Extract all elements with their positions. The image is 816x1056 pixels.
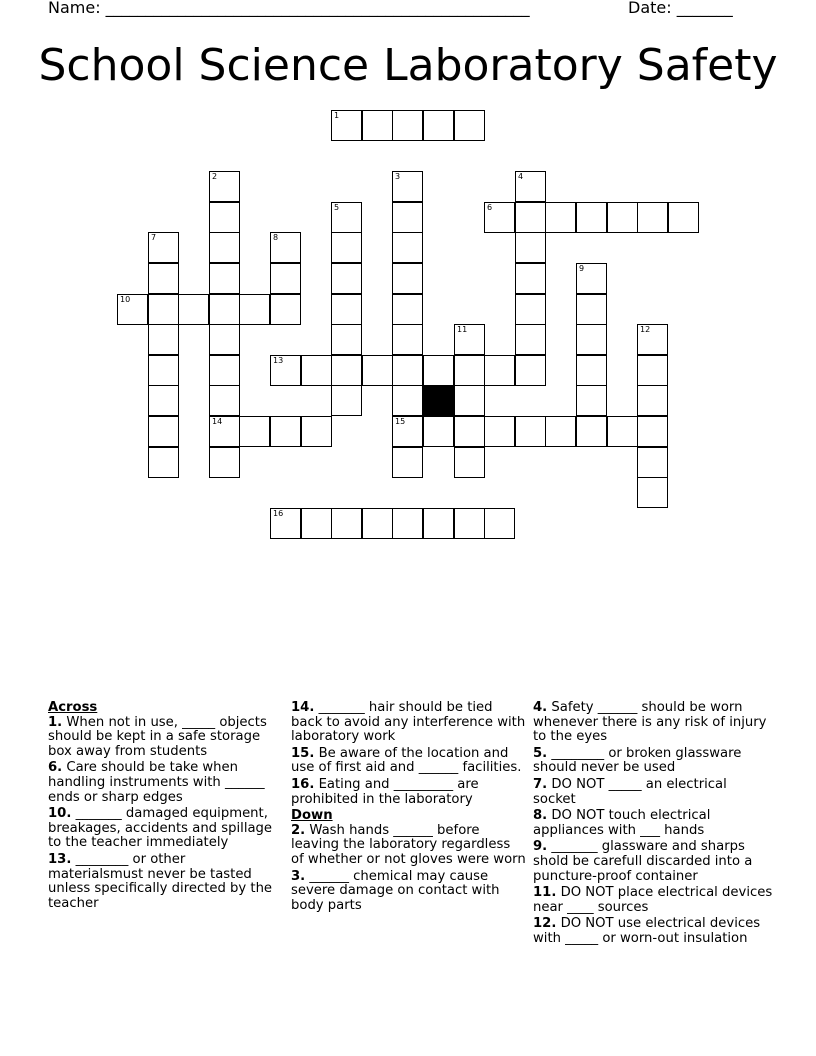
grid-cell[interactable] xyxy=(607,202,638,233)
grid-cell[interactable] xyxy=(148,294,179,325)
grid-cell[interactable] xyxy=(270,508,301,539)
grid-cell[interactable] xyxy=(148,416,179,447)
date-field-label: Date: _______ xyxy=(628,0,733,17)
grid-cell[interactable] xyxy=(637,447,668,478)
clue-across-13 xyxy=(48,853,283,911)
clue-number: 13. xyxy=(48,851,72,867)
grid-cell[interactable] xyxy=(148,385,179,416)
grid-cell[interactable] xyxy=(392,171,423,202)
grid-cell[interactable] xyxy=(484,508,515,539)
clue-number: 2. xyxy=(291,822,306,838)
grid-cell[interactable] xyxy=(331,263,362,294)
grid-cell[interactable] xyxy=(423,416,454,447)
clue-text: ________ or other materialsmust never be tasted unless specifically directed by the teacher xyxy=(48,851,273,911)
grid-cell[interactable] xyxy=(239,294,270,325)
grid-cell[interactable] xyxy=(576,416,607,447)
grid-cell[interactable] xyxy=(392,416,423,447)
grid-cell[interactable] xyxy=(576,263,607,294)
grid-cell[interactable] xyxy=(392,110,423,141)
cell-number: 15 xyxy=(395,417,406,426)
grid-cell[interactable] xyxy=(148,447,179,478)
clue-down-2 xyxy=(291,824,526,868)
grid-cell[interactable] xyxy=(545,416,576,447)
grid-cell[interactable] xyxy=(362,110,393,141)
grid-cell[interactable] xyxy=(331,202,362,233)
grid-cell[interactable] xyxy=(301,416,332,447)
clue-text: Eating and _________ are prohibited in the laboratory xyxy=(291,776,479,807)
clue-number: 11. xyxy=(533,885,557,901)
grid-cell[interactable] xyxy=(484,202,515,233)
grid-cell[interactable] xyxy=(209,263,240,294)
clue-across-15 xyxy=(291,747,526,776)
clue-number: 8. xyxy=(533,808,548,824)
grid-cell[interactable] xyxy=(515,355,546,386)
grid-cell[interactable] xyxy=(392,385,423,416)
grid-cell[interactable] xyxy=(392,355,423,386)
clue-number: 5. xyxy=(533,745,548,761)
clue-number: 1. xyxy=(48,714,63,730)
clue-text: Safety ______ should be worn whenever there is any risk of injury to the eyes xyxy=(533,700,767,745)
grid-cell[interactable] xyxy=(423,110,454,141)
across-heading: Across xyxy=(48,700,98,715)
grid-cell[interactable] xyxy=(637,477,668,508)
grid-cell[interactable] xyxy=(392,324,423,355)
clue-number: 10. xyxy=(48,806,72,822)
clue-text: Wash hands ______ before leaving the laboratory regardless of whether or not gloves were worn xyxy=(291,822,526,867)
clue-text: When not in use, _____ objects should be kept in a safe storage box away from students xyxy=(48,714,267,759)
cell-number: 2 xyxy=(212,172,218,181)
grid-cell[interactable] xyxy=(515,416,546,447)
grid-cell[interactable] xyxy=(515,294,546,325)
grid-cell[interactable] xyxy=(270,355,301,386)
grid-cell[interactable] xyxy=(270,416,301,447)
clue-number: 15. xyxy=(291,745,315,761)
grid-cell[interactable] xyxy=(515,171,546,202)
grid-cell[interactable] xyxy=(209,232,240,263)
clue-number: 7. xyxy=(533,776,548,792)
grid-cell[interactable] xyxy=(148,355,179,386)
clue-across-16 xyxy=(291,778,526,807)
clue-number: 9. xyxy=(533,839,548,855)
grid-black-cell xyxy=(423,385,454,416)
grid-cell[interactable] xyxy=(331,110,362,141)
grid-cell[interactable] xyxy=(545,202,576,233)
grid-cell[interactable] xyxy=(668,202,699,233)
cell-number: 6 xyxy=(487,203,493,212)
grid-cell[interactable] xyxy=(637,202,668,233)
grid-cell[interactable] xyxy=(637,355,668,386)
grid-cell[interactable] xyxy=(362,508,393,539)
grid-cell[interactable] xyxy=(576,202,607,233)
cell-number: 13 xyxy=(273,356,284,365)
clue-text: DO NOT touch electrical appliances with ___ hands xyxy=(533,808,711,838)
grid-cell[interactable] xyxy=(392,508,423,539)
clue-number: 6. xyxy=(48,760,63,776)
cell-number: 4 xyxy=(518,172,524,181)
name-field-label: Name: _____________________________________________________ xyxy=(48,0,530,17)
clue-text: DO NOT use electrical devices with _____ or worn-out insulation xyxy=(533,916,761,946)
clue-number: 14. xyxy=(291,700,315,715)
grid-cell[interactable] xyxy=(484,416,515,447)
grid-cell[interactable] xyxy=(454,110,485,141)
clue-down-9 xyxy=(533,840,773,884)
grid-cell[interactable] xyxy=(209,447,240,478)
grid-cell[interactable] xyxy=(637,324,668,355)
grid-cell[interactable] xyxy=(362,355,393,386)
clue-text: DO NOT place electrical devices near ____ sources xyxy=(533,885,773,915)
grid-cell[interactable] xyxy=(637,385,668,416)
cell-number: 16 xyxy=(273,509,284,518)
grid-cell[interactable] xyxy=(392,232,423,263)
grid-cell[interactable] xyxy=(423,508,454,539)
grid-cell[interactable] xyxy=(209,171,240,202)
clue-down-3 xyxy=(291,870,526,914)
clue-down-12 xyxy=(533,917,773,946)
grid-cell[interactable] xyxy=(515,263,546,294)
clue-down-4 xyxy=(533,701,773,745)
grid-cell[interactable] xyxy=(576,294,607,325)
clue-down-5 xyxy=(533,747,773,776)
clue-number: 4. xyxy=(533,700,548,715)
grid-cell[interactable] xyxy=(331,508,362,539)
clue-across-10 xyxy=(48,807,283,851)
clue-across-1 xyxy=(48,716,283,760)
cell-number: 1 xyxy=(334,111,340,120)
cell-number: 9 xyxy=(579,264,585,273)
grid-cell[interactable] xyxy=(209,385,240,416)
grid-cell[interactable] xyxy=(148,324,179,355)
clue-text: _______ hair should be tied back to avoid any interference with laboratory work xyxy=(291,700,526,745)
cell-number: 3 xyxy=(395,172,401,181)
grid-cell[interactable] xyxy=(148,232,179,263)
grid-cell[interactable] xyxy=(270,232,301,263)
grid-cell[interactable] xyxy=(515,324,546,355)
grid-cell[interactable] xyxy=(392,294,423,325)
grid-cell[interactable] xyxy=(331,355,362,386)
cell-number: 7 xyxy=(151,233,157,242)
grid-cell[interactable] xyxy=(331,324,362,355)
grid-cell[interactable] xyxy=(331,385,362,416)
clue-text: ______ chemical may cause severe damage on contact with body parts xyxy=(291,868,500,913)
grid-cell[interactable] xyxy=(209,355,240,386)
grid-cell[interactable] xyxy=(454,416,485,447)
clues-column-1 xyxy=(48,701,283,913)
grid-cell[interactable] xyxy=(270,294,301,325)
grid-cell[interactable] xyxy=(637,416,668,447)
grid-cell[interactable] xyxy=(392,263,423,294)
grid-cell[interactable] xyxy=(576,385,607,416)
cell-number: 8 xyxy=(273,233,279,242)
grid-cell[interactable] xyxy=(423,355,454,386)
grid-cell[interactable] xyxy=(576,355,607,386)
cell-number: 10 xyxy=(120,295,131,304)
clue-text: Be aware of the location and use of first aid and ______ facilities. xyxy=(291,745,522,776)
grid-cell[interactable] xyxy=(331,294,362,325)
grid-cell[interactable] xyxy=(209,202,240,233)
grid-cell[interactable] xyxy=(331,232,362,263)
clue-number: 16. xyxy=(291,776,315,792)
clue-text: Care should be take when handling instruments with ______ ends or sharp edges xyxy=(48,760,265,805)
grid-cell[interactable] xyxy=(484,355,515,386)
grid-cell[interactable] xyxy=(576,324,607,355)
grid-cell[interactable] xyxy=(239,416,270,447)
clue-number: 3. xyxy=(291,868,306,884)
clue-text: _______ damaged equipment, breakages, accidents and spillage to the teacher immediately xyxy=(48,806,273,851)
grid-cell[interactable] xyxy=(454,355,485,386)
cell-number: 14 xyxy=(212,417,223,426)
grid-cell[interactable] xyxy=(515,232,546,263)
clue-text: _______ glassware and sharps shold be carefull discarded into a puncture-proof container xyxy=(533,839,753,884)
grid-cell[interactable] xyxy=(392,447,423,478)
grid-cell[interactable] xyxy=(454,447,485,478)
cell-number: 12 xyxy=(640,325,651,334)
grid-cell[interactable] xyxy=(607,416,638,447)
grid-cell[interactable] xyxy=(515,202,546,233)
clue-down-11 xyxy=(533,886,773,915)
grid-cell[interactable] xyxy=(301,508,332,539)
grid-cell[interactable] xyxy=(209,416,240,447)
grid-cell[interactable] xyxy=(454,508,485,539)
clue-down-8 xyxy=(533,809,773,838)
clue-text: ________ or broken glassware should never be used xyxy=(533,745,742,776)
clue-number: 12. xyxy=(533,916,557,932)
grid-cell[interactable] xyxy=(454,324,485,355)
grid-cell[interactable] xyxy=(392,202,423,233)
grid-cell[interactable] xyxy=(148,263,179,294)
grid-cell[interactable] xyxy=(270,263,301,294)
grid-cell[interactable] xyxy=(301,355,332,386)
down-heading: Down xyxy=(291,808,333,824)
cell-number: 11 xyxy=(457,325,468,334)
clue-across-6 xyxy=(48,761,283,805)
grid-cell[interactable] xyxy=(454,385,485,416)
grid-cell[interactable] xyxy=(178,294,209,325)
page-title: School Science Laboratory Safety xyxy=(38,40,778,91)
grid-cell[interactable] xyxy=(209,294,240,325)
cell-number: 5 xyxy=(334,203,340,212)
clues-column-2 xyxy=(291,701,526,915)
clue-across-14 xyxy=(291,701,526,745)
grid-cell[interactable] xyxy=(117,294,148,325)
clue-text: DO NOT _____ an electrical socket xyxy=(533,776,727,807)
clue-down-7 xyxy=(533,778,773,807)
clues-column-3 xyxy=(533,701,773,949)
grid-cell[interactable] xyxy=(209,324,240,355)
